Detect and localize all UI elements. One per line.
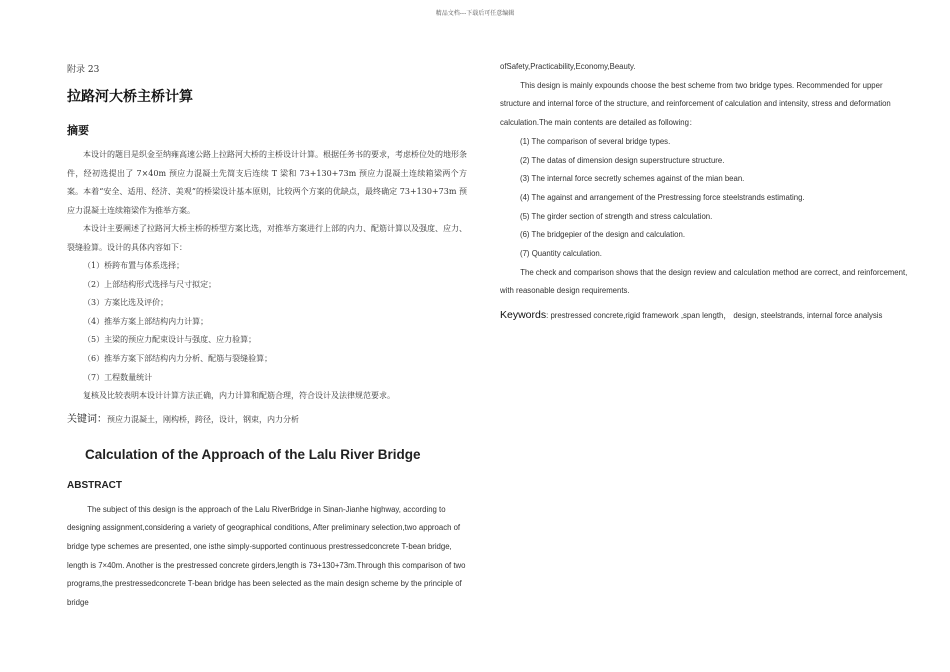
- list-item: (6) The bridgepier of the design and calculation.: [520, 230, 685, 240]
- list-item: （5）主梁的预应力配束设计与强度、应力验算；: [83, 335, 257, 345]
- chinese-keywords-text: 预应力混凝土，刚构桥，跨径，设计，钢束，内力分析: [107, 414, 299, 424]
- english-keywords-label: Keywords: [500, 309, 547, 322]
- list-item: (2) The datas of dimension design superstructure structure.: [520, 155, 725, 165]
- english-keywords-text: : prestressed concrete,rigid framework ,span length， design, steelstrands, internal force analysis: [546, 311, 883, 321]
- list-item: (1) The comparison of several bridge types.: [520, 136, 671, 146]
- list-item: (4) The against and arrangement of the Prestressing force steelstrands estimating.: [520, 192, 805, 202]
- list-item: （3）方案比选及评价；: [83, 298, 169, 308]
- appendix-label: 附录 23: [67, 65, 100, 75]
- left-column: [67, 62, 467, 613]
- list-item: （2）上部结构形式选择与尺寸拟定；: [83, 279, 217, 289]
- right-column: [500, 62, 910, 327]
- english-contents-list: [500, 133, 910, 264]
- chinese-keywords: [67, 411, 467, 429]
- chinese-abstract-heading: 摘要: [67, 124, 89, 137]
- english-abstract-paragraph-1-continued: ofSafety,Practicability,Economy,Beauty.: [500, 62, 636, 71]
- english-abstract-paragraph-2: This design is mainly expounds choose the best scheme from two bridge types. Recommended for upper structure and internal force of the structure, and reinforcement of calculation and intensity, stress and deformation calculation.The main contents are detailed as following：: [500, 80, 891, 128]
- list-item: （6）推举方案下部结构内力分析、配筋与裂缝验算；: [83, 353, 273, 363]
- list-item: (3) The internal force secretly schemes against of the mian bean.: [520, 174, 745, 184]
- list-item: (7) Quantity calculation.: [520, 249, 602, 259]
- english-keywords: [500, 304, 910, 327]
- chinese-abstract-paragraph-3: 复核及比较表明本设计计算方法正确，内力计算和配筋合理，符合设计及法律规范要求。: [83, 391, 395, 401]
- page-header: 精品文档---下载后可任意编辑: [435, 10, 515, 17]
- chinese-contents-list: [67, 257, 467, 387]
- chinese-abstract-paragraph-2: 本设计主要阐述了拉路河大桥主桥的桥型方案比选，对推举方案进行上部的内力、配筋计算以及强度、应力、裂缝验算。设计的具体内容如下：: [67, 224, 467, 252]
- chinese-abstract-paragraph-1: 本设计的题目是织金至纳雍高速公路上拉路河大桥的主桥设计计算。根据任务书的要求，考虑桥位处的地形条件，经初选提出了 7×40m 预应力混凝土先简支后连续 T 梁和 73+130+73m 预应力混凝土连续箱梁两个方案。本着“安全、适用、经济、美观”的桥梁设计基本原则，比较两个方案的优缺点，最终确定 73+130+73m 预应力混凝土连续箱梁作为推举方案。: [67, 150, 467, 215]
- list-item: （7）工程数量统计: [83, 372, 153, 382]
- english-title: Calculation of the Approach of the Lalu River Bridge: [85, 446, 421, 462]
- list-item: （4）推举方案上部结构内力计算；: [83, 316, 209, 326]
- list-item: （1）桥跨布置与体系选择；: [83, 261, 185, 270]
- english-abstract-heading: ABSTRACT: [67, 479, 122, 491]
- chinese-keywords-label: 关键词：: [67, 413, 107, 425]
- chinese-title: 拉路河大桥主桥计算: [67, 89, 193, 105]
- english-abstract-paragraph-1: The subject of this design is the approach of the Lalu RiverBridge in Sinan-Jianhe highway, according to designing assignment,considering a variety of geographical conditions, After preliminary selection,two approach of bridge type schemes are presented, one isthe simply-supported continuous prestressedconcrete T-bean bridge, length is 7×40m. Another is the prestressed concrete girders,length is 73+130+73m.Through this comparison of two programs,the prestressedconcrete T-bean bridge has been selected as the main design scheme by the principle of bridge: [67, 504, 466, 608]
- english-abstract-paragraph-3: The check and comparison shows that the design review and calculation method are correct, and reinforcement, with reasonable design requirements.: [500, 267, 908, 296]
- list-item: (5) The girder section of strength and stress calculation.: [520, 211, 713, 221]
